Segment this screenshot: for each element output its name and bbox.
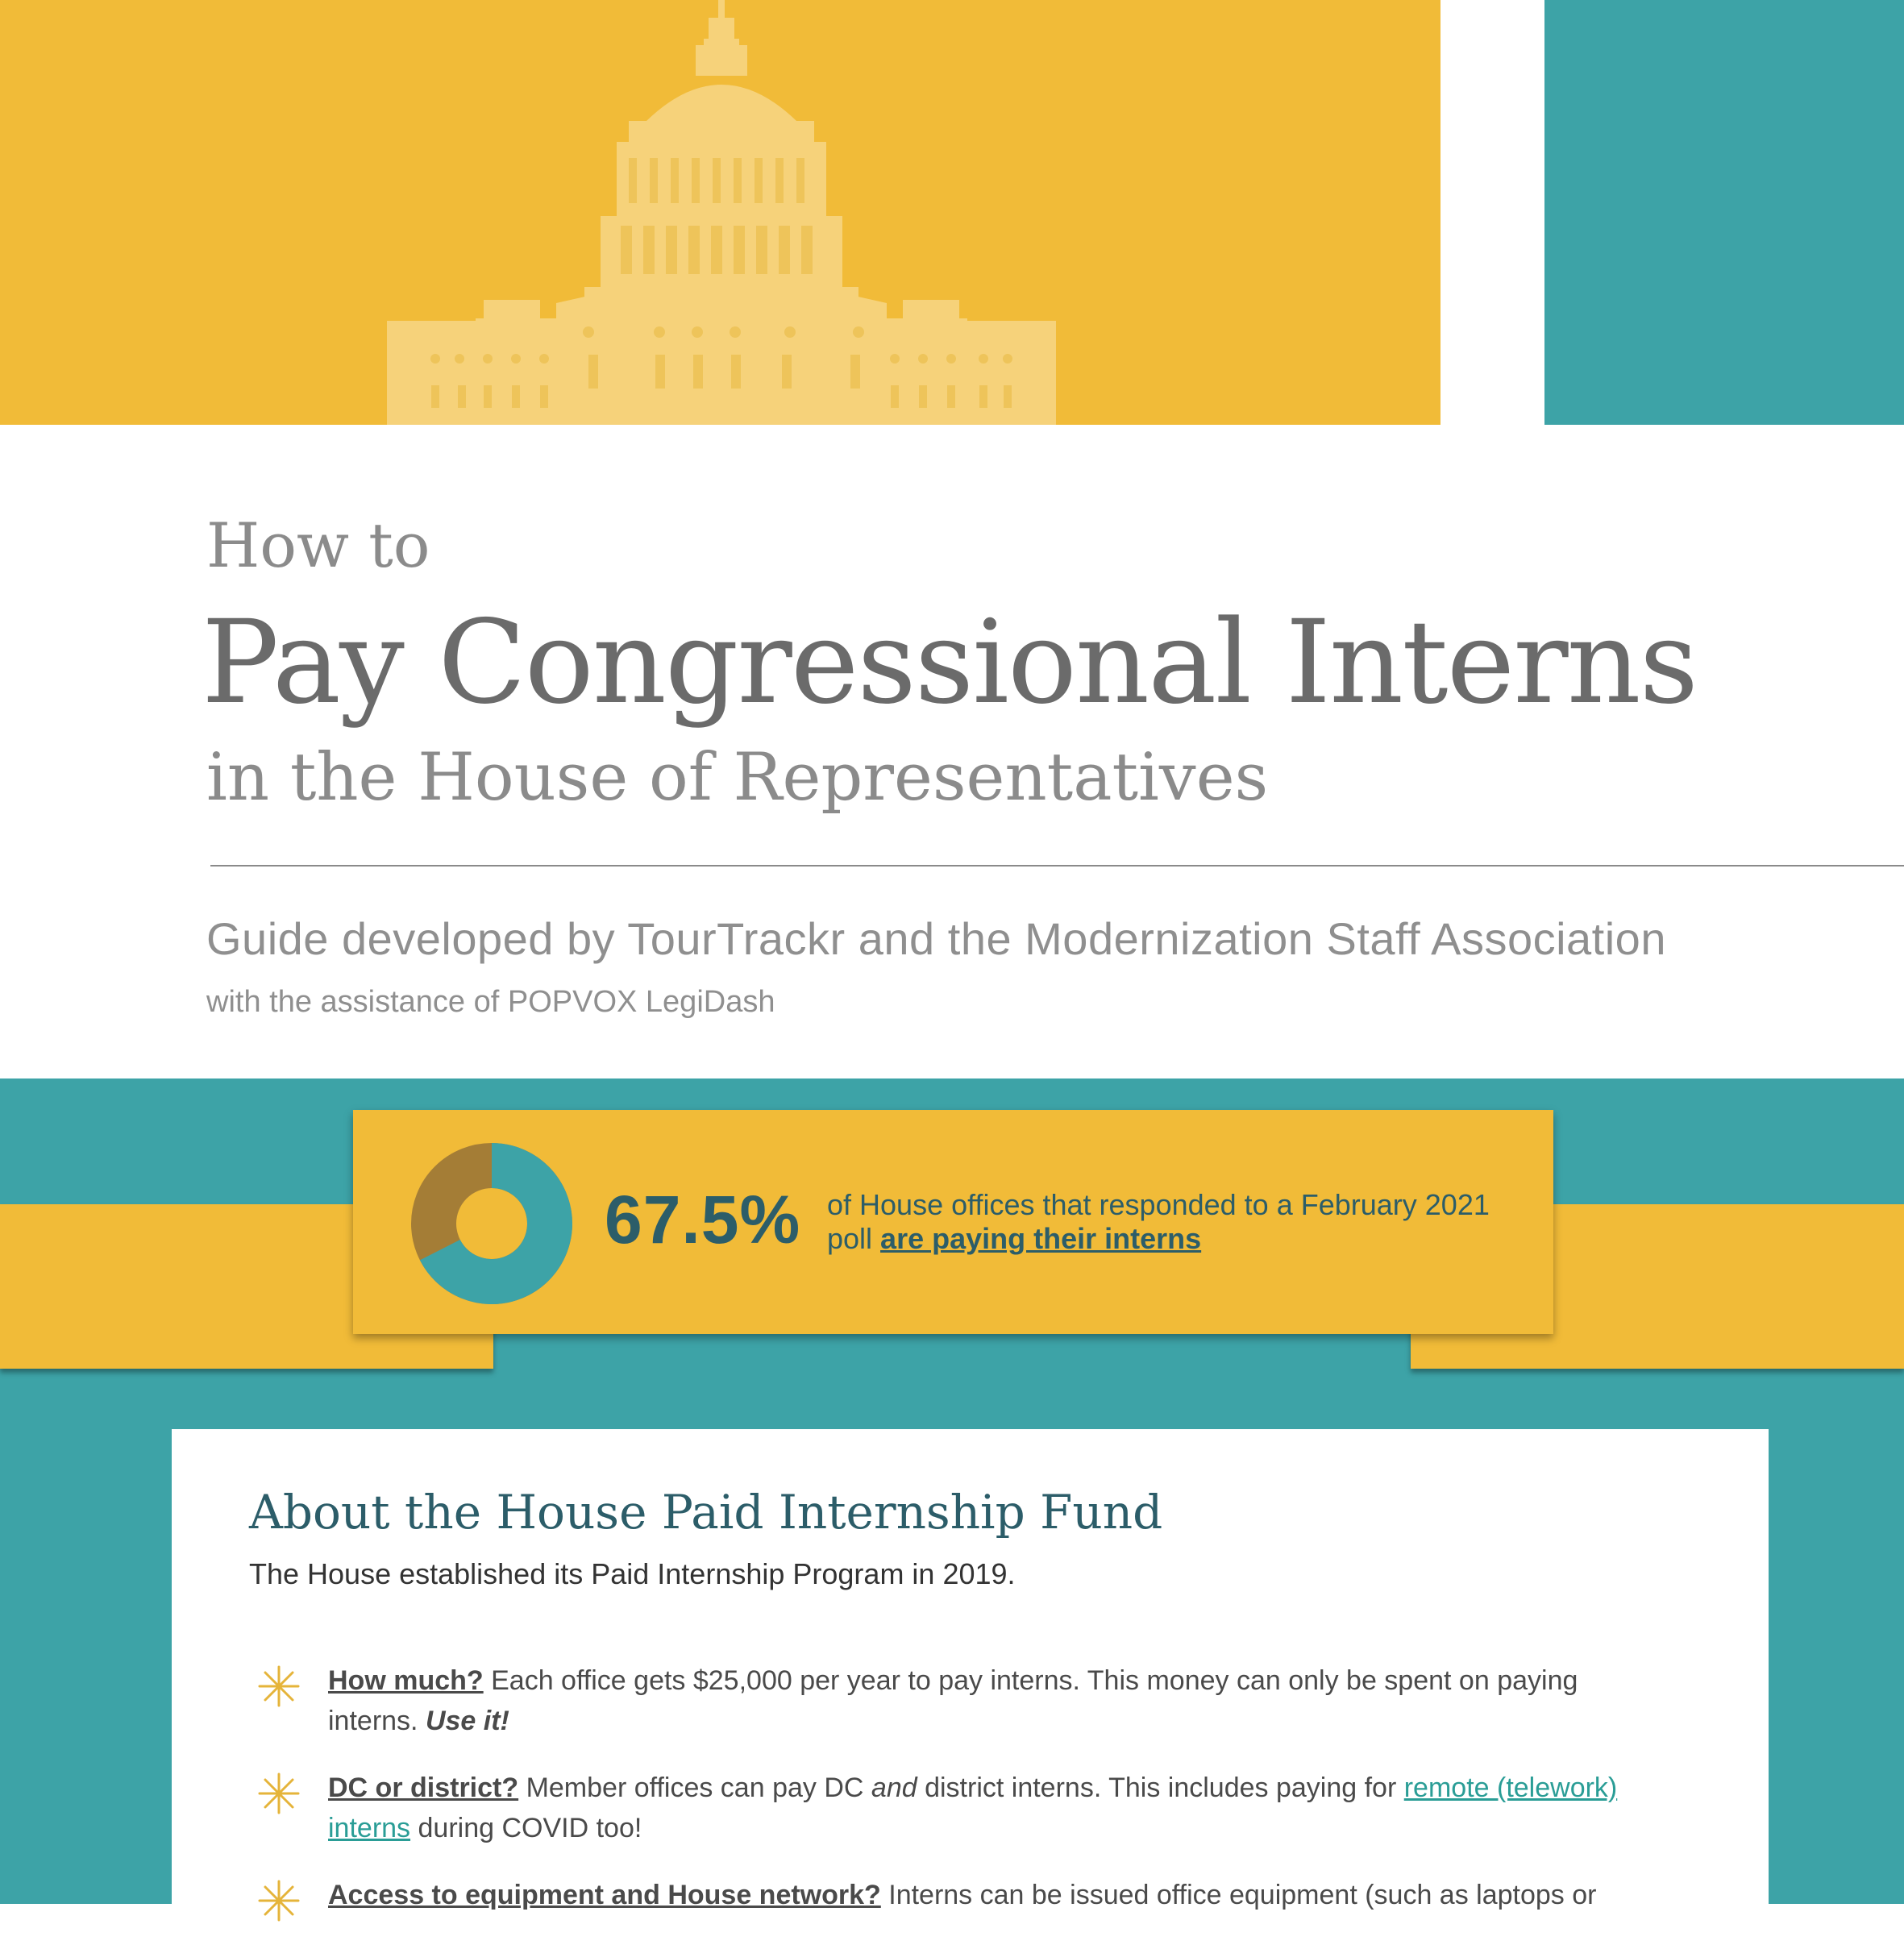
bullet-text [328,1875,1618,1915]
pre-title: How to [206,509,430,581]
star-bullet-icon [256,1664,301,1709]
bullet-body: district interns. This includes paying for [917,1773,1404,1803]
star-bullet-icon [256,1878,301,1923]
bullet-body: Interns can be issued office equipment (such as laptops or [880,1880,1597,1910]
bullet-lead: Access to equipment and House network? [328,1880,881,1910]
remote-interns-link[interactable]: remote (telework) interns [328,1773,1618,1843]
about-intro: The House established its Paid Internship Program in 2019. [249,1557,1016,1590]
capitol-building-icon [387,0,1056,425]
bullet-emphasis: Use it! [425,1706,509,1736]
donut-chart [409,1141,574,1306]
guide-credit: Guide developed by TourTrackr and the Modernization Staff Association [206,913,1666,964]
bullet-lead: How much? [328,1665,484,1696]
star-bullet-icon [256,1771,301,1816]
page-subtitle: in the House of Representatives [206,740,1269,816]
header-teal-block [1544,0,1904,425]
assist-credit: with the assistance of POPVOX LegiDash [206,985,775,1019]
about-heading: About the House Paid Internship Fund [249,1485,1163,1540]
bullet-lead: DC or district? [328,1773,519,1803]
stat-description [827,1188,1520,1256]
page-title: Pay Congressional Interns [202,595,1698,729]
bullet-body: during COVID too! [410,1813,642,1843]
stat-description-text: of House offices that responded to a February 2021 poll [827,1188,1490,1255]
bullet-body: Member offices can pay DC [518,1773,871,1803]
header-banner [0,0,1440,425]
bullet-emphasis: and [871,1773,917,1803]
divider [210,865,1904,867]
bullet-text [328,1660,1618,1741]
bullet-text [328,1768,1618,1848]
bullet-body: Each office gets $25,000 per year to pay interns. This money can only be spent on paying interns. [328,1665,1578,1736]
stat-link[interactable]: are paying their interns [880,1222,1202,1255]
stat-value: 67.5% [605,1182,801,1257]
